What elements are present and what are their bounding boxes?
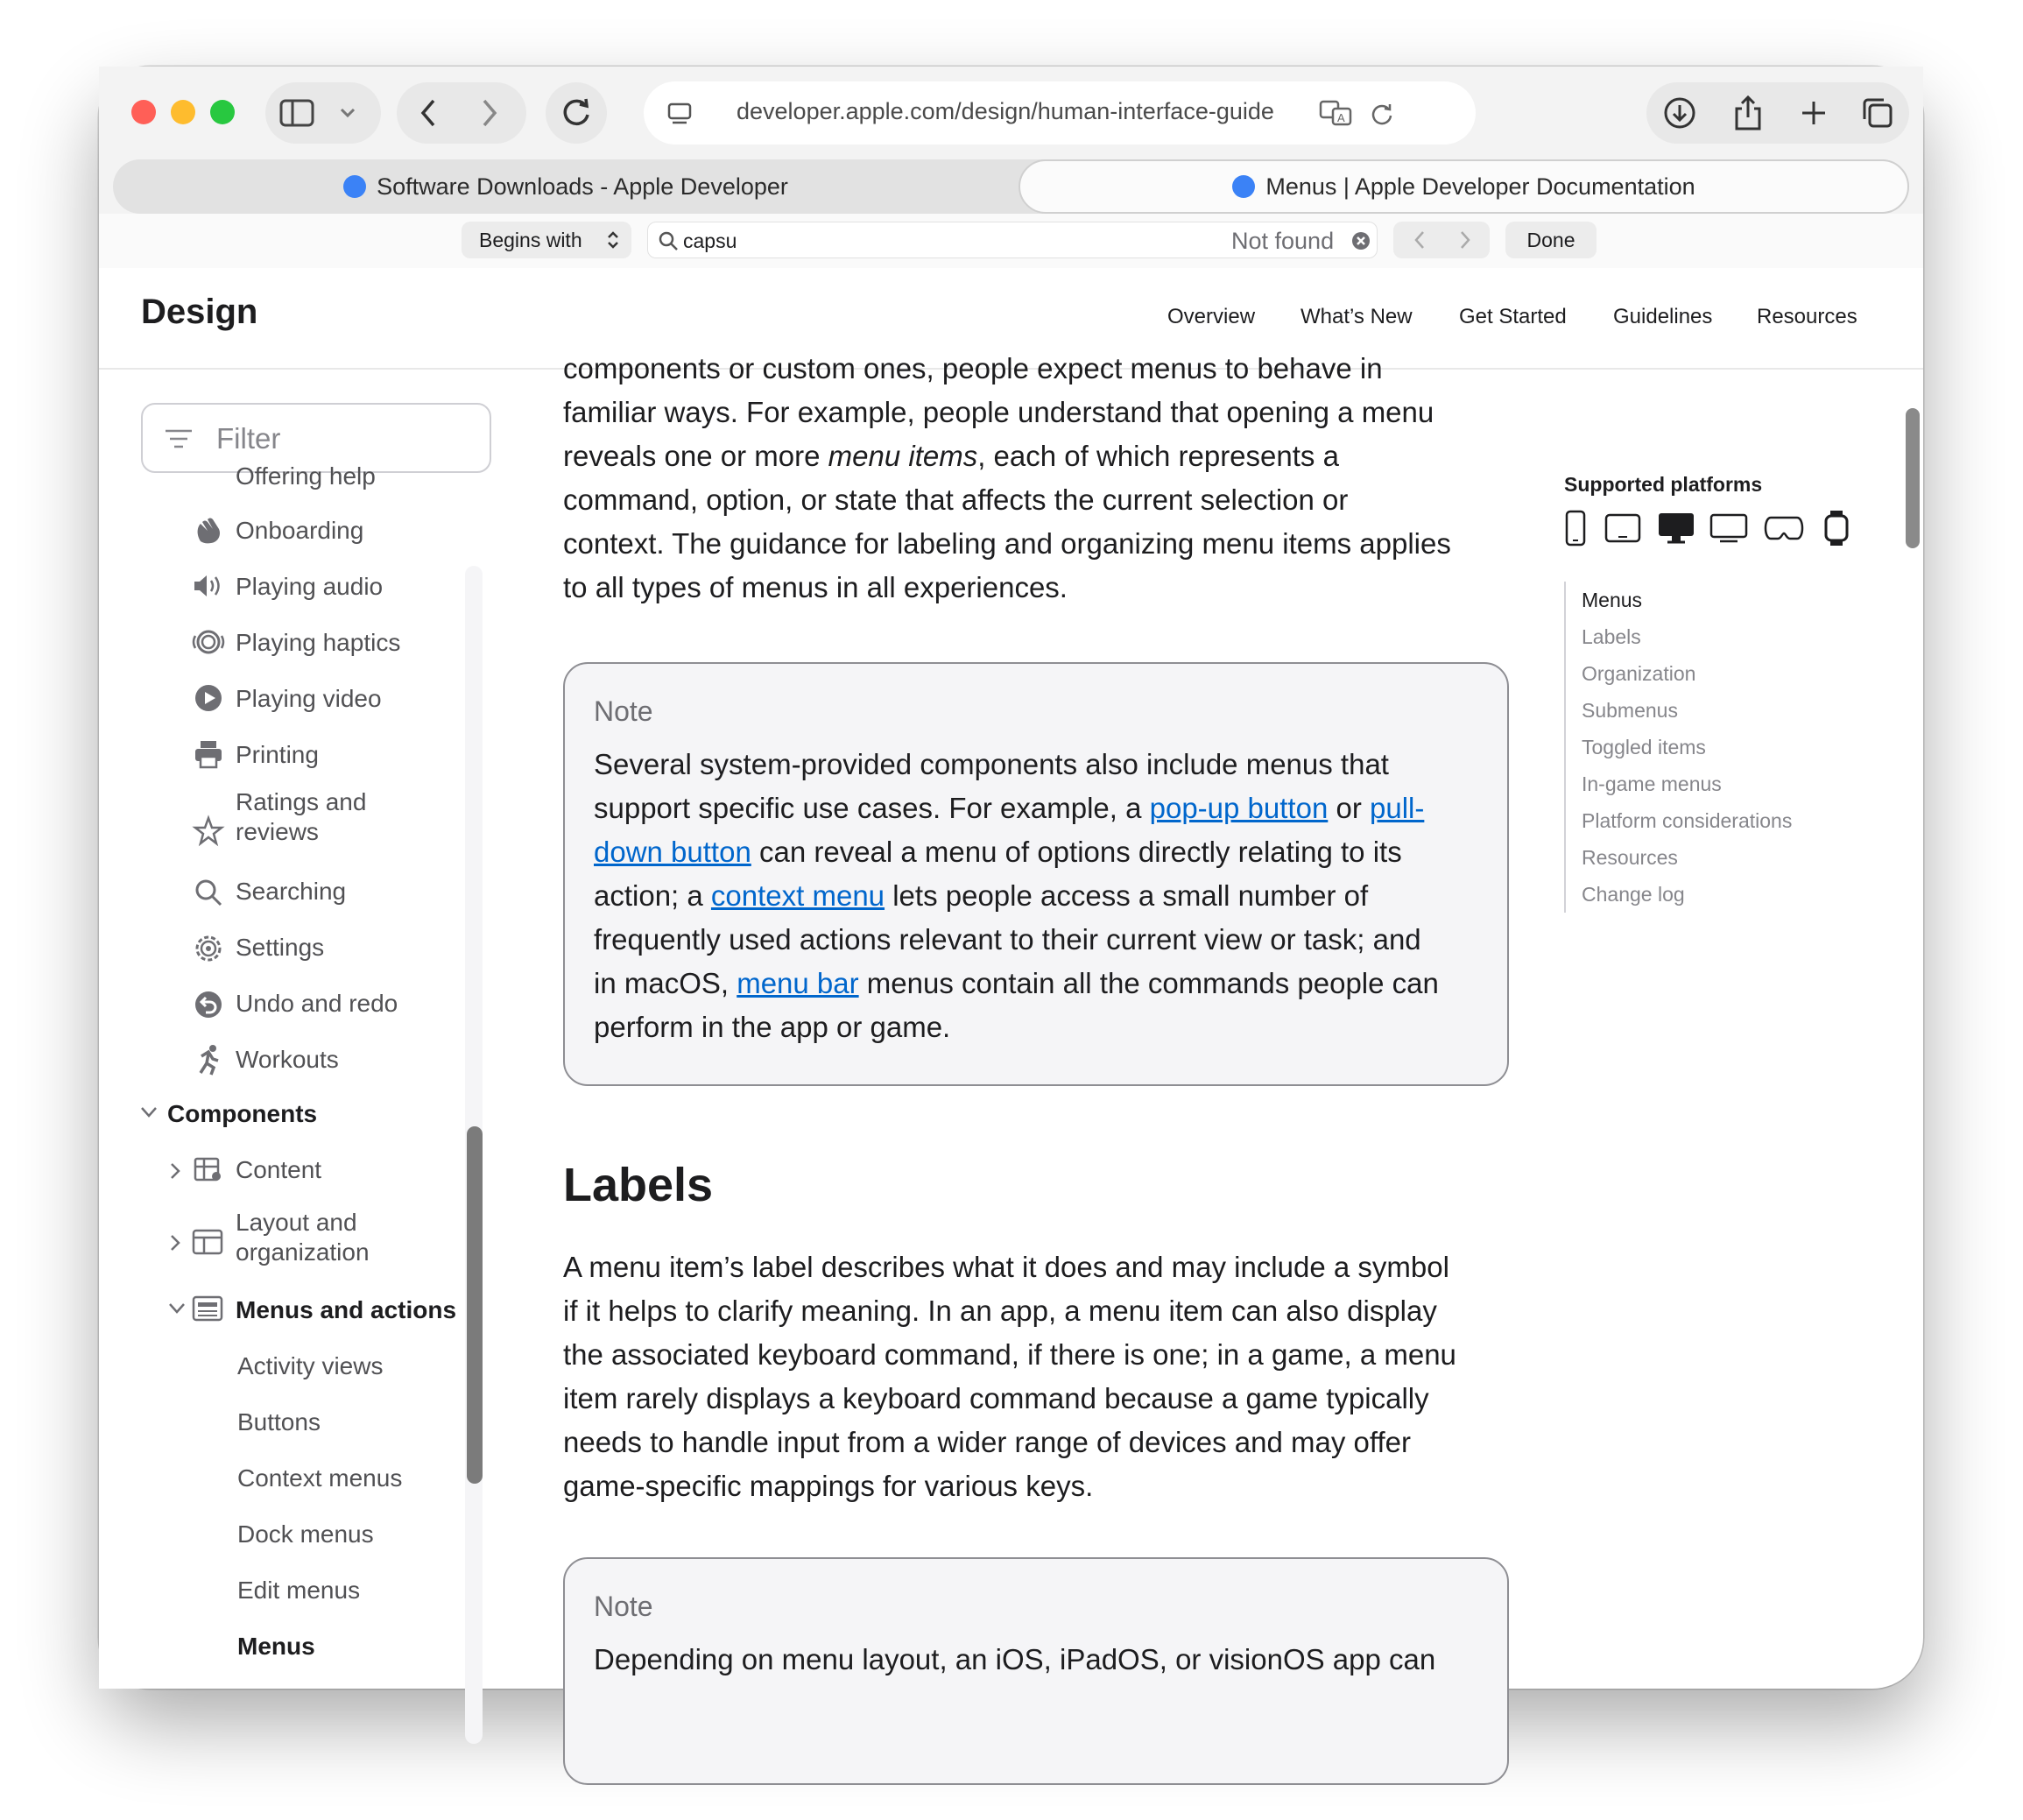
chevron-right-icon[interactable] bbox=[169, 1233, 181, 1257]
labels-line: if it helps to clarify meaning. In an app, a menu item can also display bbox=[563, 1294, 1437, 1327]
partial-paragraph-line: components or custom ones, people expect menus to behave in bbox=[563, 352, 1383, 384]
labels-line: needs to handle input from a wider range of devices and may offer bbox=[563, 1426, 1411, 1458]
intro-text: reveals one or more bbox=[563, 440, 828, 472]
note-text: action; a bbox=[594, 879, 711, 912]
speaker-icon bbox=[192, 573, 225, 603]
find-input[interactable] bbox=[647, 222, 1378, 258]
tab-menus-documentation[interactable] bbox=[1019, 159, 1909, 214]
sidebar-item-printing[interactable]: Printing bbox=[236, 741, 319, 768]
close-window-button[interactable] bbox=[131, 100, 156, 124]
sidebar-item-context-menus[interactable]: Context menus bbox=[237, 1464, 403, 1492]
nav-get-started[interactable]: Get Started bbox=[1459, 305, 1567, 328]
intro-line: command, option, or state that affects the current selection or bbox=[563, 483, 1349, 516]
play-circle-icon bbox=[194, 683, 223, 717]
find-mode-select[interactable] bbox=[462, 222, 631, 258]
undo-icon bbox=[194, 990, 223, 1024]
mac-icon bbox=[1657, 511, 1695, 545]
sidebar-item-playing-haptics[interactable]: Playing haptics bbox=[236, 629, 401, 656]
sidebar-section-components[interactable]: Components bbox=[167, 1100, 318, 1127]
hand-wave-icon bbox=[194, 515, 223, 549]
menu-bar-link[interactable]: menu bar bbox=[737, 967, 859, 999]
main-content bbox=[563, 352, 1526, 1689]
clear-search-icon[interactable] bbox=[1350, 230, 1371, 251]
sidebar-item-label-line2: organization bbox=[236, 1238, 370, 1266]
browser-window bbox=[99, 67, 1923, 1689]
nav-resources[interactable]: Resources bbox=[1757, 305, 1857, 328]
note-body: Depending on menu layout, an iOS, iPadOS, or visionOS app can bbox=[594, 1643, 1436, 1675]
translate-icon[interactable] bbox=[1318, 99, 1353, 127]
nav-whats-new[interactable]: What’s New bbox=[1300, 305, 1413, 328]
labels-line: game-specific mappings for various keys. bbox=[563, 1470, 1094, 1502]
note-callout bbox=[563, 662, 1509, 1086]
content-icon bbox=[194, 1156, 223, 1189]
sidebar-item-playing-audio[interactable]: Playing audio bbox=[236, 573, 384, 600]
download-icon[interactable] bbox=[1662, 95, 1697, 131]
sidebar-toggle-group bbox=[265, 82, 381, 144]
toc-item-organization[interactable]: Organization bbox=[1582, 662, 1696, 685]
menus-icon bbox=[192, 1294, 223, 1327]
nav-guidelines[interactable]: Guidelines bbox=[1613, 305, 1713, 328]
find-done-button[interactable] bbox=[1505, 222, 1597, 258]
find-next-icon[interactable] bbox=[1455, 229, 1476, 250]
labels-line: the associated keyboard command, if there is one; in a game, a menu bbox=[563, 1338, 1456, 1371]
runner-icon bbox=[194, 1044, 223, 1080]
filter-icon bbox=[164, 427, 194, 450]
page-title[interactable]: Design bbox=[141, 293, 258, 331]
note-line bbox=[594, 962, 1478, 1005]
toc-item-change-log[interactable]: Change log bbox=[1582, 883, 1685, 906]
tv-icon bbox=[1709, 513, 1748, 543]
intro-line: to all types of menus in all experiences. bbox=[563, 571, 1068, 603]
apple-favicon-icon bbox=[1232, 175, 1255, 198]
intro-line: context. The guidance for labeling and organizing menu items applies bbox=[563, 527, 1451, 560]
labels-paragraph bbox=[563, 1245, 1518, 1508]
intro-line: familiar ways. For example, people understand that opening a menu bbox=[563, 396, 1434, 428]
labels-heading: Labels bbox=[563, 1159, 714, 1211]
note-line: perform in the app or game. bbox=[594, 1011, 951, 1043]
sidebar-item-menus[interactable]: Menus bbox=[237, 1633, 315, 1660]
note-text: can reveal a menu of options directly relating to its bbox=[751, 836, 1402, 868]
sidebar-scrollbar-thumb[interactable] bbox=[467, 1126, 483, 1484]
toc-item-platform-considerations[interactable]: Platform considerations bbox=[1582, 809, 1793, 832]
note-line bbox=[594, 787, 1478, 830]
labels-line: item rarely displays a keyboard command because a game typically bbox=[563, 1382, 1429, 1414]
toolbar-actions-group bbox=[1646, 82, 1909, 144]
sidebar-item-buttons[interactable]: Buttons bbox=[237, 1408, 321, 1436]
chevron-right-icon[interactable] bbox=[169, 1161, 181, 1185]
sidebar-item-settings[interactable]: Settings bbox=[236, 934, 325, 961]
sidebar-item-searching[interactable]: Searching bbox=[236, 878, 347, 905]
chevron-down-icon[interactable] bbox=[337, 103, 358, 123]
filter-placeholder: Filter bbox=[216, 422, 281, 455]
reload-icon[interactable] bbox=[557, 94, 596, 132]
pull-down-button-link[interactable]: pull- bbox=[1369, 792, 1425, 824]
up-down-chevron-icon bbox=[605, 229, 621, 251]
sidebar-item-workouts[interactable]: Workouts bbox=[236, 1046, 339, 1073]
address-bar[interactable] bbox=[644, 81, 1476, 145]
note-text: support specific use cases. For example, a bbox=[594, 792, 1150, 824]
note-text: menus contain all the commands people can bbox=[858, 967, 1439, 999]
note-text: or bbox=[1328, 792, 1370, 824]
sidebar-item-layout-and-organization[interactable] bbox=[236, 1209, 370, 1266]
sidebar-list bbox=[99, 462, 497, 1689]
layout-icon bbox=[192, 1228, 223, 1260]
pop-up-button-link[interactable]: pop-up button bbox=[1149, 792, 1329, 824]
sidebar-item-undo-and-redo[interactable]: Undo and redo bbox=[236, 990, 398, 1017]
sidebar-item-menus-and-actions[interactable]: Menus and actions bbox=[236, 1296, 457, 1323]
magnifier-icon bbox=[194, 878, 223, 912]
note-body bbox=[594, 743, 1478, 1049]
toc-item-submenus[interactable]: Submenus bbox=[1582, 699, 1678, 722]
haptics-icon bbox=[192, 629, 225, 660]
note-text: lets people access a small number of bbox=[885, 879, 1369, 912]
find-mode-label: Begins with bbox=[479, 228, 582, 251]
note-line: Several system-provided components also include menus that bbox=[594, 748, 1389, 780]
iphone-icon bbox=[1564, 510, 1587, 547]
sidebar-item-label: Ratings and bbox=[236, 788, 367, 815]
sidebar-item-label: Layout and bbox=[236, 1209, 357, 1236]
page-scrollbar-thumb[interactable] bbox=[1906, 408, 1920, 548]
sidebar-icon[interactable] bbox=[278, 97, 316, 129]
find-query: capsu bbox=[683, 229, 737, 252]
url-text: developer.apple.com/design/human-interface-guide bbox=[737, 98, 1274, 124]
share-icon[interactable] bbox=[1730, 94, 1766, 132]
sidebar-item-activity-views[interactable]: Activity views bbox=[237, 1352, 384, 1379]
intro-text: , each of which represents a bbox=[977, 440, 1339, 472]
reload-group bbox=[546, 82, 607, 144]
vision-pro-icon bbox=[1762, 515, 1806, 541]
sidebar-item-dock-menus[interactable]: Dock menus bbox=[237, 1520, 374, 1548]
sidebar-item-content[interactable]: Content bbox=[236, 1156, 322, 1183]
toc-item-resources[interactable]: Resources bbox=[1582, 846, 1678, 869]
labels-line: A menu item’s label describes what it does and may include a symbol bbox=[563, 1251, 1449, 1283]
sidebar-item-ratings-and-reviews[interactable] bbox=[236, 788, 366, 846]
minimize-window-button[interactable] bbox=[171, 100, 195, 124]
intro-emphasis: menu items bbox=[828, 440, 978, 472]
sidebar bbox=[99, 370, 497, 1689]
history-nav-group bbox=[397, 82, 526, 144]
intro-paragraph bbox=[563, 391, 1518, 610]
find-status: Not found bbox=[1231, 228, 1335, 254]
toc-item-labels[interactable]: Labels bbox=[1582, 625, 1641, 648]
search-icon bbox=[657, 229, 680, 252]
toc-line bbox=[1564, 582, 1566, 913]
on-this-page-toc bbox=[1564, 370, 1914, 1070]
toc-item-menus[interactable]: Menus bbox=[1582, 589, 1643, 611]
reader-reload-icon[interactable] bbox=[1369, 101, 1395, 127]
new-tab-icon[interactable] bbox=[1797, 96, 1830, 130]
svg-text:A: A bbox=[1337, 111, 1345, 124]
intro-line bbox=[563, 434, 1518, 478]
sidebar-item-edit-menus[interactable]: Edit menus bbox=[237, 1577, 361, 1604]
zoom-window-button[interactable] bbox=[210, 100, 235, 124]
star-icon bbox=[194, 816, 223, 850]
find-navigation bbox=[1393, 222, 1490, 258]
pull-down-button-link[interactable]: down button bbox=[594, 836, 751, 868]
tab-label: Menus | Apple Developer Documentation bbox=[1265, 173, 1695, 200]
note-title: Note bbox=[594, 695, 653, 727]
forward-icon[interactable] bbox=[474, 97, 505, 129]
note-line: frequently used actions relevant to their current view or task; and bbox=[594, 923, 1421, 956]
tab-overview-icon[interactable] bbox=[1860, 95, 1895, 131]
sidebar-item-playing-video[interactable]: Playing video bbox=[236, 685, 382, 712]
note-line bbox=[594, 830, 1478, 874]
watch-icon bbox=[1823, 510, 1850, 547]
nav-overview[interactable]: Overview bbox=[1167, 305, 1256, 328]
tab-label: Software Downloads - Apple Developer bbox=[377, 173, 788, 200]
tab-software-downloads[interactable] bbox=[113, 159, 1019, 214]
note-text: in macOS, bbox=[594, 967, 737, 999]
gear-icon bbox=[194, 934, 223, 968]
page-menu-icon[interactable] bbox=[666, 101, 693, 127]
sidebar-item-label-line2: reviews bbox=[236, 818, 319, 845]
chevron-down-icon[interactable] bbox=[167, 1302, 187, 1320]
note-callout bbox=[563, 1557, 1509, 1785]
find-bar bbox=[99, 214, 1923, 268]
platform-icons bbox=[1564, 510, 1862, 548]
sidebar-item-onboarding[interactable]: Onboarding bbox=[236, 517, 364, 544]
section-chevron-down-icon[interactable] bbox=[139, 1105, 159, 1124]
back-icon[interactable] bbox=[412, 97, 444, 129]
context-menu-link[interactable]: context menu bbox=[710, 879, 885, 912]
find-done-label: Done bbox=[1526, 228, 1575, 251]
note-title: Note bbox=[594, 1591, 653, 1622]
find-previous-icon[interactable] bbox=[1409, 229, 1430, 250]
printer-icon bbox=[194, 739, 223, 773]
toc-item-in-game-menus[interactable]: In-game menus bbox=[1582, 772, 1722, 795]
ipad-icon bbox=[1604, 513, 1641, 543]
browser-toolbar bbox=[99, 67, 1923, 214]
tab-bar bbox=[113, 159, 1909, 214]
supported-platforms-title: Supported platforms bbox=[1564, 473, 1763, 496]
apple-favicon-icon bbox=[343, 175, 366, 198]
toc-item-toggled-items[interactable]: Toggled items bbox=[1582, 736, 1706, 758]
note-line bbox=[594, 874, 1478, 918]
sidebar-item-offering-help[interactable]: Offering help bbox=[236, 462, 376, 490]
